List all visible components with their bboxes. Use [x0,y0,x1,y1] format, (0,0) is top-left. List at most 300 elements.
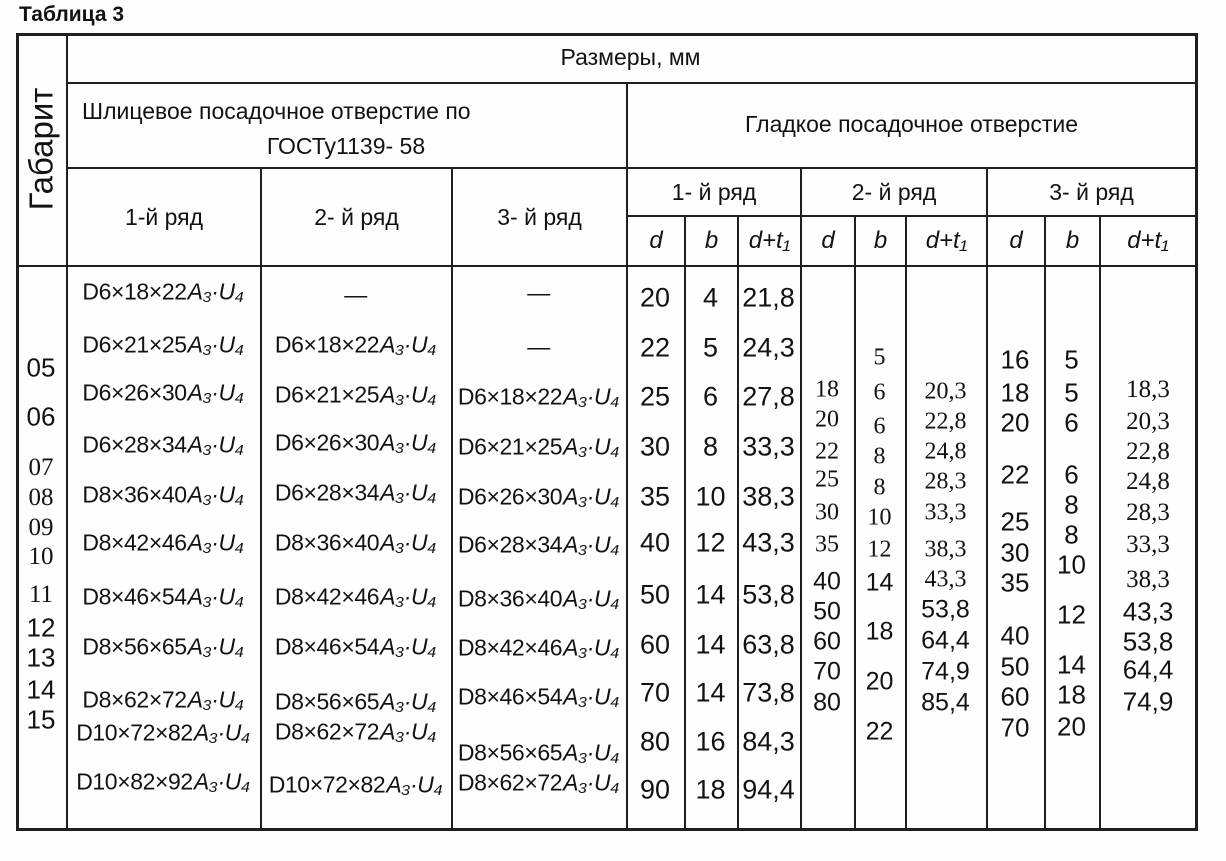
cell-value [800,500,854,527]
fit-class-suffix: A₃·U₄ [380,381,437,408]
fit-class-suffix: A₃·U₄ [187,686,244,713]
cell-value-text: 33,3 [742,431,795,462]
cell-value-text: D8×42×46 [457,634,563,661]
cell-value [800,598,854,627]
cell-value [905,658,986,687]
cell-value [260,689,451,716]
cell-value [1099,566,1197,594]
cell-value-text: D8×46×54 [457,683,563,710]
cell-value [451,434,626,461]
cell-value [66,482,260,509]
cell-value [16,484,66,512]
cell-value-text: 70 [813,657,841,686]
b-label: b [1065,227,1080,254]
cell-value [737,482,800,513]
cell-value-text: 4 [702,282,719,313]
cell-value-text: D6×26×30 [82,379,187,406]
cell-value [1099,597,1197,628]
cell-value [626,727,684,758]
cell-value [626,678,684,709]
col-header-b-3 [1046,217,1099,265]
spline-header-line1: Шлицевое посадочное отверстие по [82,98,471,124]
fit-class-suffix: A₃·U₄ [380,718,437,745]
cell-value-text: D6×26×30 [274,429,380,456]
fit-class-suffix: A₃·U₄ [187,331,244,358]
cell-value [737,528,800,559]
cell-value [800,377,854,404]
cell-value [854,475,905,502]
cell-value-text: 14 [1057,649,1086,680]
cell-value [986,345,1044,376]
cell-value [451,280,626,307]
cell-value-text: 16 [695,726,726,757]
cell-value [854,380,905,407]
cell-value [66,687,260,714]
cell-value [1044,600,1099,631]
cell-value [66,634,260,661]
cell-value [66,584,260,611]
cell-value-text: 14 [695,629,726,660]
cell-value-text: 09 [28,514,54,541]
cell-value [1099,468,1197,496]
cell-value [260,382,451,409]
smooth-row2-header [802,169,986,215]
cell-value [626,283,684,314]
cell-value-text: 38,3 [1126,566,1170,593]
cell-value [854,537,905,564]
cell-value [737,432,800,463]
cell-value [1044,650,1099,681]
cell-value [737,727,800,758]
cell-value [905,627,986,656]
cell-value-text: 84,3 [742,726,795,757]
cell-value [16,454,66,482]
cell-value-text: 13 [26,642,56,673]
cell-value [16,643,66,674]
fit-class-suffix: A₃·U₄ [187,633,244,660]
cell-value [260,584,451,611]
cell-value-text: 60 [813,627,841,656]
cell-value-text: 11 [28,581,54,608]
col-header-dt-1 [739,217,800,265]
cell-value-text: 14 [865,568,894,597]
cell-value [905,409,986,436]
cell-value-text: 90 [639,774,671,805]
cell-value-text: 80 [639,726,671,757]
cell-value [451,740,626,767]
cell-value [684,482,737,513]
fit-class-suffix: A₃·U₄ [193,719,250,746]
cell-value [260,480,451,507]
cell-value [260,719,451,746]
cell-value-text: 40 [639,527,671,558]
smooth-header-label: Гладкое посадочное отверстие [744,111,1079,137]
cell-value-text: 70 [1000,712,1030,743]
cell-value-text: 5 [1064,377,1079,408]
smooth-r2-dt-column [905,265,986,831]
cell-value [260,772,451,799]
cell-value-text: 22 [639,332,671,363]
cell-value-text: 05 [26,352,56,383]
cell-value-text: 53,8 [1122,626,1174,657]
cell-value-text: 43,3 [924,566,967,593]
cell-value-text: D10×82×92 [76,768,193,795]
fit-class-suffix: A₃·U₄ [563,483,620,510]
smooth-r2-d-column [800,265,854,831]
cell-value-text: 18 [1057,679,1086,710]
cell-value [451,532,626,559]
spline-col3-stack [451,265,626,831]
b-label: b [873,227,888,254]
cell-value [1099,408,1197,436]
fit-class-suffix: A₃·U₄ [187,481,244,508]
cell-value [626,775,684,806]
fit-class-suffix: A₃·U₄ [563,585,620,612]
cell-value [1099,438,1197,466]
cell-value-text: 18 [815,376,839,403]
cell-value [451,334,626,361]
cell-value-text: 73,8 [742,677,795,708]
smooth-r1-dt-column [737,265,800,831]
cell-value [986,568,1044,599]
cell-value [1099,376,1197,404]
cell-value-text: 10 [1057,549,1086,580]
cell-value-text: D8×36×40 [457,585,563,612]
fit-class-suffix: A₃·U₄ [563,531,620,558]
cell-value-text: D6×18×22 [82,278,187,305]
cell-value [626,528,684,559]
cell-value-text: 21,8 [742,282,795,313]
cell-value-text: 28,3 [1126,499,1170,526]
d-label: d [821,227,835,254]
cell-value [16,705,66,736]
cell-value [854,569,905,598]
cell-value [986,538,1044,569]
cell-value [1044,712,1099,743]
cell-value [854,668,905,697]
spline-row2-label: 2- й ряд [314,203,399,230]
cell-value-text: D8×36×40 [274,529,380,556]
smooth-row1-label: 1- й ряд [671,178,757,205]
col-header-b-1 [686,217,737,265]
cell-value [684,727,737,758]
cell-value [626,382,684,413]
cell-value [986,378,1044,409]
fit-class-suffix: A₃·U₄ [380,479,437,506]
cell-value-text: 12 [1057,599,1086,630]
spline-col2-stack [260,265,451,831]
cell-value-text: 30 [639,431,671,462]
fit-class-suffix: A₃·U₄ [187,379,244,406]
spline-row3-label: 3- й ряд [497,203,582,230]
col-header-d-2 [802,217,854,265]
smooth-r3-b-column [1044,265,1099,831]
cell-value-text: 06 [26,401,56,432]
cell-value [1044,408,1099,439]
cell-value-text: 35 [815,531,839,558]
cell-value-text: D6×21×25 [274,381,380,408]
col-header-b-2 [856,217,905,265]
cell-value [1099,655,1197,686]
cell-value-text: — [527,279,550,306]
cell-value [684,580,737,611]
cell-value-text: 20 [1000,407,1030,438]
smooth-section-header [628,84,1195,165]
cell-value [1044,520,1099,551]
cell-value-text: 22,8 [924,408,967,435]
cell-value-text: 10 [695,481,726,512]
smooth-r1-b-column [684,265,737,831]
cell-value-text: D8×56×65 [274,688,380,715]
sizes-header-label: Размеры, мм [560,44,701,70]
cell-value-text: D6×28×34 [82,431,187,458]
table-caption: Таблица 3 [19,3,125,26]
cell-value-text: 16 [1000,344,1030,375]
cell-value [66,769,260,796]
b-label: b [704,227,719,254]
smooth-r3-d-column [986,265,1044,831]
cell-value-text: D10×72×82 [76,719,193,746]
fit-class-suffix: A₃·U₄ [563,739,620,766]
cell-value-text: 53,8 [921,595,970,624]
d-label: d [1009,227,1023,254]
cell-value-text: 38,3 [924,536,967,563]
cell-value [684,528,737,559]
cell-value-text: 50 [639,579,671,610]
cell-value [626,630,684,661]
spline-row3-header [453,169,626,265]
cell-value-text: 20,3 [1126,408,1170,435]
cell-value [737,678,800,709]
cell-value-text: 24,8 [924,438,967,465]
cell-value [451,635,626,662]
cell-value [986,713,1044,744]
cell-value [737,580,800,611]
sizes-header [66,33,1195,82]
cell-value [905,537,986,564]
cell-value-text: D6×21×25 [457,433,563,460]
cell-value [16,675,66,706]
cell-value-text: 64,4 [1122,654,1174,685]
cell-value [260,282,451,309]
cell-value-text: D6×18×22 [457,383,563,410]
cell-value [986,460,1044,491]
cell-value [16,613,66,644]
cell-value-text: 8 [1064,489,1079,520]
fit-class-suffix: A₃·U₄ [380,429,437,456]
cell-value [66,380,260,407]
cell-value-text: 43,3 [742,527,795,558]
cell-value-text: 38,3 [742,481,795,512]
dt-label: d+t₁ [925,227,968,254]
fit-class-suffix: A₃·U₄ [380,688,437,715]
cell-value [1044,490,1099,521]
cell-value-text: 14 [26,674,56,705]
fit-class-suffix: A₃·U₄ [187,431,244,458]
smooth-row1-header [628,169,800,215]
fit-class-suffix: A₃·U₄ [563,634,620,661]
cell-value [854,414,905,441]
cell-value [684,382,737,413]
cell-value-text: 6 [873,413,886,440]
cell-value-text: 8 [702,431,719,462]
cell-value [260,430,451,457]
fit-class-suffix: A₃·U₄ [380,583,437,610]
cell-value-text: 43,3 [1122,596,1174,627]
cell-value [66,720,260,747]
cell-value-text: 74,9 [921,657,970,686]
cell-value-text: 12 [695,527,726,558]
cell-value [986,408,1044,439]
cell-value [16,353,66,384]
cell-value-text: — [344,281,367,308]
fit-class-suffix: A₃·U₄ [187,278,244,305]
cell-value-text: 40 [1000,620,1030,651]
cell-value-text: 08 [28,484,54,511]
cell-value-text: 35 [1000,567,1030,598]
cell-value-text: 74,9 [1122,686,1174,717]
cell-value [16,543,66,571]
cell-value [905,469,986,496]
col-header-dt-3 [1101,217,1195,265]
smooth-row2-label: 2- й ряд [851,178,937,205]
cell-value [905,567,986,594]
cell-value-text: 25 [639,381,671,412]
cell-value-text: D8×62×72 [457,769,563,796]
cell-value [905,500,986,527]
fit-class-suffix: A₃·U₄ [380,633,437,660]
cell-value [986,682,1044,713]
cell-value [800,532,854,559]
cell-value-text: 20 [815,406,839,433]
cell-value [626,482,684,513]
cell-value-text: 18 [1000,377,1030,408]
cell-value-text: 94,4 [742,774,795,805]
spline-row1-label: 1-й ряд [124,203,204,230]
cell-value-text: D6×21×25 [82,331,187,358]
cell-value [986,652,1044,683]
smooth-row3-header [988,169,1195,215]
cell-value [1099,627,1197,658]
gabarit-values-column [16,265,66,831]
smooth-row3-label: 3- й ряд [1049,178,1134,205]
cell-value-text: 15 [26,704,56,735]
cell-value-text: 64,4 [921,626,970,655]
cell-value-text: D10×72×82 [268,771,386,798]
cell-value-text: 33,3 [1126,531,1170,558]
cell-value-text: D8×56×65 [457,739,563,766]
fit-class-suffix: A₃·U₄ [187,583,244,610]
cell-value [800,628,854,657]
cell-value [737,333,800,364]
cell-value-text: 6 [702,381,719,412]
cell-value-text: — [527,333,550,360]
cell-value [1044,378,1099,409]
cell-value-text: 25 [1000,506,1030,537]
cell-value-text: 10 [867,504,892,531]
cell-value [16,514,66,542]
cell-value-text: 24,3 [742,332,795,363]
cell-value [986,621,1044,652]
cell-value-text: 12 [867,536,892,563]
cell-value [1099,499,1197,527]
cell-value-text: D8×56×65 [82,633,187,660]
cell-value-text: 33,3 [924,499,967,526]
col-header-d-1 [628,217,684,265]
cell-value [66,432,260,459]
smooth-r1-d-column [626,265,684,831]
cell-value-text: 80 [813,688,841,717]
cell-value-text: 30 [1000,537,1030,568]
cell-value-text: 53,8 [742,579,795,610]
cell-value-text: 07 [28,454,54,481]
cell-value-text: 18 [695,774,726,805]
cell-value-text: 30 [815,499,839,526]
cell-value-text: 20,3 [924,378,967,405]
cell-value [800,568,854,597]
cell-value [737,775,800,806]
cell-value-text: D8×36×40 [82,481,187,508]
cell-value [684,775,737,806]
cell-value [854,505,905,532]
fit-class-suffix: A₃·U₄ [563,769,620,796]
dt-label: d+t₁ [748,227,791,254]
fit-class-suffix: A₃·U₄ [386,771,443,798]
cell-value [905,596,986,625]
cell-value [684,283,737,314]
cell-value [905,689,986,718]
cell-value-text: D6×28×34 [274,479,380,506]
cell-value [66,332,260,359]
cell-value-text: 12 [26,612,56,643]
cell-value-text: D6×26×30 [457,483,563,510]
cell-value [854,444,905,471]
cell-value-text: D8×42×46 [274,583,380,610]
gabarit-label: Габарит [22,87,59,211]
smooth-r3-dt-column [1099,265,1197,831]
cell-value [800,407,854,434]
fit-class-suffix: A₃·U₄ [563,683,620,710]
cell-value [800,467,854,494]
cell-value-text: 22 [865,717,894,746]
cell-value-text: 50 [813,597,841,626]
fit-class-suffix: A₃·U₄ [380,529,437,556]
cell-value-text: 6 [873,379,886,406]
cell-value-text: 60 [639,629,671,660]
cell-value [800,689,854,718]
cell-value-text: 8 [873,443,886,470]
col-header-dt-2 [907,217,986,265]
cell-value-text: D8×42×46 [82,529,187,556]
cell-value-text: 14 [695,579,726,610]
cell-value-text: 18 [865,617,894,646]
cell-value [800,439,854,466]
cell-value [737,630,800,661]
cell-value [737,283,800,314]
d-label: d [649,227,663,254]
fit-class-suffix: A₃·U₄ [563,433,620,460]
cell-value-text: 20 [639,282,671,313]
cell-value-text: 25 [815,466,839,493]
spline-section-header [68,84,624,165]
cell-value-text: 5 [873,344,886,371]
cell-value [1044,550,1099,581]
gabarit-column-header [16,33,66,265]
cell-value [451,770,626,797]
cell-value [260,332,451,359]
cell-value-text: D6×28×34 [457,531,563,558]
dt-label: d+t₁ [1127,227,1169,254]
